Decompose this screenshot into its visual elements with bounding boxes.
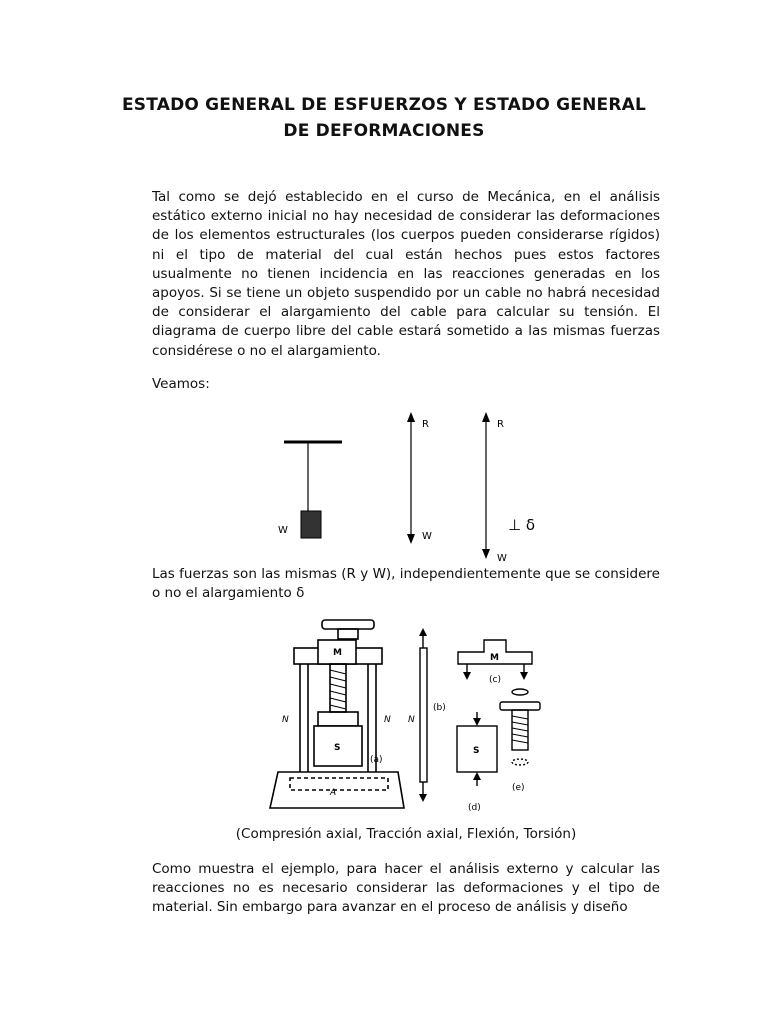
press-handle xyxy=(322,620,374,629)
press-label-a-base: A xyxy=(330,788,337,798)
beam-label-m: M xyxy=(490,653,499,663)
fbd2-w-label: W xyxy=(497,553,507,564)
bar-label-b: (b) xyxy=(433,703,446,713)
fbd1-w-label: W xyxy=(422,531,432,542)
press-label-s: S xyxy=(334,743,341,753)
intro-paragraph: Tal como se dejó establecido en el curso de Mecánica, en el análisis estático externo inicial no hay necesidad de considerar las deformaciones de los elementos estructurales (los cuerpos pueden considerarse rígidos) ni el tipo de material del cual están hechos pues estos factores usualmente no tienen incidencia en las reacciones generadas en los apoyos. Si se tiene un objeto suspendido por un cable no habrá necesidad de considerar el alargamiento del cable para calcular su tensión. El diagrama de cuerpo libre del cable estará sometido a las mismas fuerzas considérese o no el alargamiento. xyxy=(152,189,660,359)
press-label-a: (a) xyxy=(370,755,383,765)
bar-label-n: N xyxy=(408,715,415,725)
screw-label-e: (e) xyxy=(512,783,525,793)
fbd2-r-label: R xyxy=(497,419,504,430)
press-label-n-left: N xyxy=(282,715,289,725)
delta-label: ⊥ δ xyxy=(508,516,536,534)
beam-label-c: (c) xyxy=(489,675,501,685)
block-label-d: (d) xyxy=(468,803,481,813)
press-label-n-right: N xyxy=(384,715,391,725)
weight-label: W xyxy=(278,525,288,536)
veamos-text: Veamos: xyxy=(152,376,210,392)
bar-b xyxy=(420,648,427,782)
press-screw xyxy=(330,664,346,712)
press-handle-hub xyxy=(338,629,358,639)
figure-caption: (Compresión axial, Tracción axial, Flexión, Torsión) xyxy=(235,826,577,842)
fuerzas-paragraph: Las fuerzas son las mismas (R y W), independientemente que se considere o no el alargamiento δ xyxy=(152,566,660,602)
screw-e-head xyxy=(500,702,540,710)
block-label-s: S xyxy=(473,746,480,756)
fbd1-r-label: R xyxy=(422,419,429,430)
title-line-2: DE DEFORMACIONES xyxy=(283,121,485,141)
press-label-m: M xyxy=(333,648,342,658)
press-plate xyxy=(318,712,358,726)
title-line-1: ESTADO GENERAL DE ESFUERZOS Y ESTADO GENERAL xyxy=(121,95,647,115)
ejemplo-paragraph: Como muestra el ejemplo, para hacer el análisis externo y calcular las reacciones no es necesario considerar las deformaciones y el tipo de material. Sin embargo para avanzar en el proceso de análisis y diseño xyxy=(152,861,660,916)
